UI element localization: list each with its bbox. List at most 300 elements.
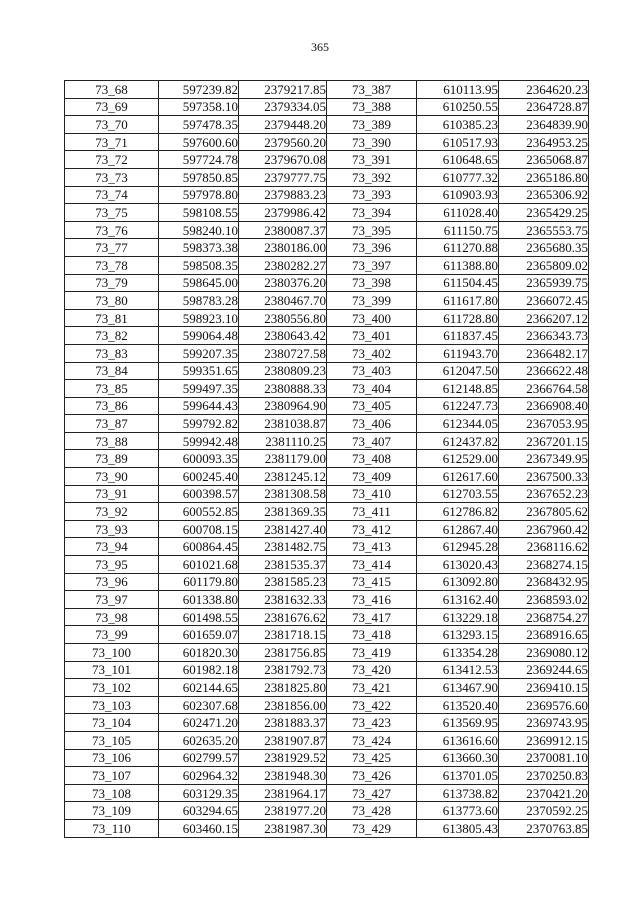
y-coordinate-right: 2364839.90 [499,116,589,134]
x-coordinate-left: 603129.35 [159,784,239,802]
point-id-right: 73_409 [327,468,417,486]
x-coordinate-right: 612437.82 [417,432,499,450]
table-row [65,802,589,820]
x-coordinate-left: 597478.35 [159,116,239,134]
point-id-left: 73_86 [65,397,159,415]
x-coordinate-left: 603294.65 [159,802,239,820]
table-row [65,380,589,398]
x-coordinate-right: 612247.73 [417,397,499,415]
x-coordinate-right: 613569.95 [417,714,499,732]
point-id-left: 73_108 [65,784,159,802]
x-coordinate-left: 601179.80 [159,573,239,591]
x-coordinate-right: 611943.70 [417,344,499,362]
x-coordinate-right: 612529.00 [417,450,499,468]
x-coordinate-right: 613467.90 [417,679,499,697]
point-id-right: 73_402 [327,344,417,362]
x-coordinate-left: 597978.80 [159,186,239,204]
x-coordinate-left: 600708.15 [159,520,239,538]
y-coordinate-left: 2381977.20 [239,802,327,820]
point-id-left: 73_85 [65,380,159,398]
y-coordinate-left: 2381535.37 [239,556,327,574]
y-coordinate-left: 2380809.23 [239,362,327,380]
point-id-right: 73_391 [327,151,417,169]
y-coordinate-right: 2367805.62 [499,503,589,521]
x-coordinate-right: 613738.82 [417,784,499,802]
x-coordinate-right: 610777.32 [417,168,499,186]
x-coordinate-left: 598373.38 [159,239,239,257]
point-id-left: 73_80 [65,292,159,310]
table-row [65,520,589,538]
point-id-left: 73_78 [65,256,159,274]
x-coordinate-right: 613701.05 [417,767,499,785]
y-coordinate-right: 2364620.23 [499,81,589,99]
x-coordinate-right: 613293.15 [417,626,499,644]
x-coordinate-right: 610903.93 [417,186,499,204]
y-coordinate-left: 2380556.80 [239,309,327,327]
point-id-left: 73_82 [65,327,159,345]
table-row [65,784,589,802]
x-coordinate-right: 611504.45 [417,274,499,292]
y-coordinate-left: 2380643.42 [239,327,327,345]
y-coordinate-left: 2380964.90 [239,397,327,415]
point-id-left: 73_106 [65,749,159,767]
point-id-right: 73_401 [327,327,417,345]
y-coordinate-left: 2380087.37 [239,221,327,239]
point-id-right: 73_415 [327,573,417,591]
point-id-left: 73_103 [65,696,159,714]
x-coordinate-right: 612617.60 [417,468,499,486]
point-id-left: 73_68 [65,81,159,99]
point-id-right: 73_387 [327,81,417,99]
x-coordinate-left: 601982.18 [159,661,239,679]
y-coordinate-left: 2381245.12 [239,468,327,486]
y-coordinate-left: 2380186.00 [239,239,327,257]
x-coordinate-right: 613229.18 [417,608,499,626]
x-coordinate-left: 602307.68 [159,696,239,714]
x-coordinate-right: 612344.05 [417,415,499,433]
point-id-left: 73_73 [65,168,159,186]
x-coordinate-left: 599644.43 [159,397,239,415]
y-coordinate-right: 2368916.65 [499,626,589,644]
point-id-right: 73_400 [327,309,417,327]
point-id-left: 73_107 [65,767,159,785]
point-id-right: 73_411 [327,503,417,521]
x-coordinate-right: 612945.28 [417,538,499,556]
x-coordinate-right: 611270.88 [417,239,499,257]
table-row [65,168,589,186]
point-id-left: 73_75 [65,204,159,222]
point-id-right: 73_424 [327,731,417,749]
point-id-right: 73_399 [327,292,417,310]
table-row [65,81,589,99]
point-id-left: 73_81 [65,309,159,327]
point-id-left: 73_79 [65,274,159,292]
x-coordinate-right: 611388.80 [417,256,499,274]
table-row [65,644,589,662]
y-coordinate-left: 2381585.23 [239,573,327,591]
point-id-right: 73_412 [327,520,417,538]
y-coordinate-left: 2380467.70 [239,292,327,310]
x-coordinate-left: 599207.35 [159,344,239,362]
x-coordinate-left: 597358.10 [159,98,239,116]
table-row [65,186,589,204]
y-coordinate-right: 2370421.20 [499,784,589,802]
x-coordinate-left: 599497.35 [159,380,239,398]
table-row [65,679,589,697]
x-coordinate-left: 600864.45 [159,538,239,556]
y-coordinate-left: 2381792.73 [239,661,327,679]
table-row [65,608,589,626]
point-id-left: 73_95 [65,556,159,574]
x-coordinate-left: 599351.65 [159,362,239,380]
point-id-right: 73_397 [327,256,417,274]
x-coordinate-right: 613162.40 [417,591,499,609]
x-coordinate-left: 597724.78 [159,151,239,169]
point-id-right: 73_418 [327,626,417,644]
table-row [65,344,589,362]
point-id-right: 73_423 [327,714,417,732]
table-row [65,538,589,556]
point-id-left: 73_101 [65,661,159,679]
point-id-left: 73_93 [65,520,159,538]
point-id-right: 73_417 [327,608,417,626]
point-id-right: 73_393 [327,186,417,204]
table-row [65,256,589,274]
point-id-right: 73_420 [327,661,417,679]
point-id-left: 73_104 [65,714,159,732]
table-row [65,626,589,644]
y-coordinate-left: 2379334.05 [239,98,327,116]
point-id-right: 73_404 [327,380,417,398]
x-coordinate-right: 613412.53 [417,661,499,679]
y-coordinate-left: 2381718.15 [239,626,327,644]
table-row [65,696,589,714]
x-coordinate-right: 613020.43 [417,556,499,574]
x-coordinate-right: 613616.60 [417,731,499,749]
table-row [65,661,589,679]
y-coordinate-right: 2365809.02 [499,256,589,274]
y-coordinate-right: 2365939.75 [499,274,589,292]
y-coordinate-right: 2365680.35 [499,239,589,257]
point-id-right: 73_395 [327,221,417,239]
point-id-right: 73_396 [327,239,417,257]
x-coordinate-left: 602964.32 [159,767,239,785]
table-row [65,362,589,380]
y-coordinate-left: 2381179.00 [239,450,327,468]
y-coordinate-right: 2366207.12 [499,309,589,327]
table-row [65,274,589,292]
y-coordinate-left: 2381825.80 [239,679,327,697]
y-coordinate-right: 2369576.60 [499,696,589,714]
x-coordinate-right: 613520.40 [417,696,499,714]
x-coordinate-left: 599942.48 [159,432,239,450]
y-coordinate-left: 2379448.20 [239,116,327,134]
y-coordinate-left: 2381756.85 [239,644,327,662]
y-coordinate-right: 2364953.25 [499,133,589,151]
point-id-left: 73_98 [65,608,159,626]
y-coordinate-right: 2367652.23 [499,485,589,503]
y-coordinate-right: 2367349.95 [499,450,589,468]
table-row [65,819,589,837]
point-id-right: 73_408 [327,450,417,468]
point-id-right: 73_390 [327,133,417,151]
x-coordinate-left: 601338.80 [159,591,239,609]
y-coordinate-left: 2379560.20 [239,133,327,151]
table-row [65,503,589,521]
point-id-left: 73_105 [65,731,159,749]
x-coordinate-left: 599064.48 [159,327,239,345]
y-coordinate-left: 2381038.87 [239,415,327,433]
x-coordinate-right: 610113.95 [417,81,499,99]
x-coordinate-left: 602144.65 [159,679,239,697]
point-id-right: 73_406 [327,415,417,433]
y-coordinate-left: 2380727.58 [239,344,327,362]
y-coordinate-left: 2381308.58 [239,485,327,503]
x-coordinate-left: 598240.10 [159,221,239,239]
table-row [65,397,589,415]
point-id-left: 73_97 [65,591,159,609]
y-coordinate-right: 2368432.95 [499,573,589,591]
x-coordinate-left: 600093.35 [159,450,239,468]
y-coordinate-left: 2379777.75 [239,168,327,186]
y-coordinate-right: 2370081.10 [499,749,589,767]
table-row [65,309,589,327]
x-coordinate-left: 603460.15 [159,819,239,837]
y-coordinate-right: 2370592.25 [499,802,589,820]
table-row [65,204,589,222]
y-coordinate-left: 2381987.30 [239,819,327,837]
table-row [65,432,589,450]
y-coordinate-right: 2369410.15 [499,679,589,697]
y-coordinate-left: 2381907.87 [239,731,327,749]
point-id-left: 73_84 [65,362,159,380]
point-id-left: 73_70 [65,116,159,134]
y-coordinate-right: 2369743.95 [499,714,589,732]
x-coordinate-left: 598108.55 [159,204,239,222]
x-coordinate-right: 612867.40 [417,520,499,538]
point-id-right: 73_425 [327,749,417,767]
y-coordinate-right: 2368754.27 [499,608,589,626]
point-id-left: 73_96 [65,573,159,591]
coordinate-table-body [65,81,589,838]
y-coordinate-left: 2381369.35 [239,503,327,521]
y-coordinate-left: 2381632.33 [239,591,327,609]
point-id-left: 73_71 [65,133,159,151]
point-id-left: 73_69 [65,98,159,116]
point-id-left: 73_74 [65,186,159,204]
point-id-right: 73_416 [327,591,417,609]
point-id-left: 73_100 [65,644,159,662]
y-coordinate-right: 2370250.83 [499,767,589,785]
table-row [65,415,589,433]
point-id-left: 73_91 [65,485,159,503]
point-id-left: 73_76 [65,221,159,239]
table-row [65,749,589,767]
point-id-left: 73_110 [65,819,159,837]
point-id-right: 73_422 [327,696,417,714]
x-coordinate-right: 613092.80 [417,573,499,591]
y-coordinate-left: 2381856.00 [239,696,327,714]
table-row [65,151,589,169]
x-coordinate-right: 611617.80 [417,292,499,310]
y-coordinate-left: 2379217.85 [239,81,327,99]
point-id-right: 73_421 [327,679,417,697]
y-coordinate-left: 2379883.23 [239,186,327,204]
x-coordinate-right: 611728.80 [417,309,499,327]
y-coordinate-right: 2365068.87 [499,151,589,169]
point-id-right: 73_426 [327,767,417,785]
table-row [65,556,589,574]
y-coordinate-right: 2365186.80 [499,168,589,186]
x-coordinate-left: 601498.55 [159,608,239,626]
y-coordinate-left: 2381110.25 [239,432,327,450]
table-row [65,292,589,310]
x-coordinate-left: 600398.57 [159,485,239,503]
y-coordinate-left: 2380376.20 [239,274,327,292]
x-coordinate-left: 601659.07 [159,626,239,644]
point-id-right: 73_419 [327,644,417,662]
table-row [65,485,589,503]
table-row [65,591,589,609]
x-coordinate-right: 612047.50 [417,362,499,380]
point-id-right: 73_407 [327,432,417,450]
x-coordinate-right: 613773.60 [417,802,499,820]
point-id-right: 73_427 [327,784,417,802]
y-coordinate-right: 2365429.25 [499,204,589,222]
x-coordinate-right: 613660.30 [417,749,499,767]
y-coordinate-right: 2367053.95 [499,415,589,433]
point-id-left: 73_99 [65,626,159,644]
table-row [65,221,589,239]
point-id-right: 73_403 [327,362,417,380]
point-id-left: 73_90 [65,468,159,486]
y-coordinate-left: 2380282.27 [239,256,327,274]
y-coordinate-right: 2366482.17 [499,344,589,362]
y-coordinate-left: 2381676.62 [239,608,327,626]
x-coordinate-left: 600245.40 [159,468,239,486]
table-row [65,714,589,732]
y-coordinate-left: 2381482.75 [239,538,327,556]
y-coordinate-right: 2369244.65 [499,661,589,679]
point-id-right: 73_394 [327,204,417,222]
x-coordinate-right: 612148.85 [417,380,499,398]
point-id-left: 73_102 [65,679,159,697]
table-row [65,468,589,486]
x-coordinate-right: 611837.45 [417,327,499,345]
table-row [65,450,589,468]
x-coordinate-right: 611150.75 [417,221,499,239]
table-row [65,239,589,257]
point-id-right: 73_389 [327,116,417,134]
x-coordinate-right: 611028.40 [417,204,499,222]
x-coordinate-left: 599792.82 [159,415,239,433]
x-coordinate-left: 600552.85 [159,503,239,521]
point-id-right: 73_428 [327,802,417,820]
y-coordinate-right: 2366622.48 [499,362,589,380]
y-coordinate-right: 2366072.45 [499,292,589,310]
point-id-right: 73_410 [327,485,417,503]
point-id-right: 73_398 [327,274,417,292]
x-coordinate-right: 610648.65 [417,151,499,169]
y-coordinate-right: 2365553.75 [499,221,589,239]
y-coordinate-left: 2381948.30 [239,767,327,785]
y-coordinate-right: 2366764.58 [499,380,589,398]
point-id-left: 73_89 [65,450,159,468]
x-coordinate-left: 598645.00 [159,274,239,292]
x-coordinate-left: 602799.57 [159,749,239,767]
x-coordinate-right: 612786.82 [417,503,499,521]
point-id-right: 73_414 [327,556,417,574]
point-id-right: 73_429 [327,819,417,837]
x-coordinate-left: 598923.10 [159,309,239,327]
y-coordinate-right: 2369080.12 [499,644,589,662]
y-coordinate-right: 2368116.62 [499,538,589,556]
y-coordinate-left: 2379986.42 [239,204,327,222]
x-coordinate-right: 610517.93 [417,133,499,151]
y-coordinate-right: 2365306.92 [499,186,589,204]
y-coordinate-left: 2381964.17 [239,784,327,802]
y-coordinate-left: 2381427.40 [239,520,327,538]
table-row [65,98,589,116]
y-coordinate-right: 2368274.15 [499,556,589,574]
point-id-left: 73_83 [65,344,159,362]
y-coordinate-right: 2369912.15 [499,731,589,749]
table-row [65,116,589,134]
coordinate-table [64,80,589,838]
point-id-left: 73_94 [65,538,159,556]
y-coordinate-right: 2366908.40 [499,397,589,415]
x-coordinate-left: 598783.28 [159,292,239,310]
x-coordinate-left: 601021.68 [159,556,239,574]
x-coordinate-right: 612703.55 [417,485,499,503]
x-coordinate-left: 597850.85 [159,168,239,186]
y-coordinate-right: 2367201.15 [499,432,589,450]
y-coordinate-left: 2381929.52 [239,749,327,767]
y-coordinate-left: 2381883.37 [239,714,327,732]
x-coordinate-right: 613805.43 [417,819,499,837]
point-id-left: 73_77 [65,239,159,257]
table-row [65,573,589,591]
y-coordinate-right: 2370763.85 [499,819,589,837]
point-id-left: 73_72 [65,151,159,169]
page-number: 365 [311,40,329,54]
y-coordinate-right: 2366343.73 [499,327,589,345]
point-id-right: 73_405 [327,397,417,415]
point-id-right: 73_413 [327,538,417,556]
table-row [65,767,589,785]
table-row [65,133,589,151]
y-coordinate-right: 2367500.33 [499,468,589,486]
point-id-right: 73_392 [327,168,417,186]
x-coordinate-left: 601820.30 [159,644,239,662]
x-coordinate-left: 602635.20 [159,731,239,749]
table-row [65,327,589,345]
point-id-left: 73_88 [65,432,159,450]
x-coordinate-left: 597600.60 [159,133,239,151]
x-coordinate-right: 610385.23 [417,116,499,134]
x-coordinate-left: 602471.20 [159,714,239,732]
y-coordinate-right: 2367960.42 [499,520,589,538]
point-id-left: 73_92 [65,503,159,521]
x-coordinate-right: 613354.28 [417,644,499,662]
y-coordinate-left: 2379670.08 [239,151,327,169]
x-coordinate-left: 598508.35 [159,256,239,274]
x-coordinate-left: 597239.82 [159,81,239,99]
point-id-right: 73_388 [327,98,417,116]
y-coordinate-right: 2368593.02 [499,591,589,609]
table-row [65,731,589,749]
y-coordinate-left: 2380888.33 [239,380,327,398]
